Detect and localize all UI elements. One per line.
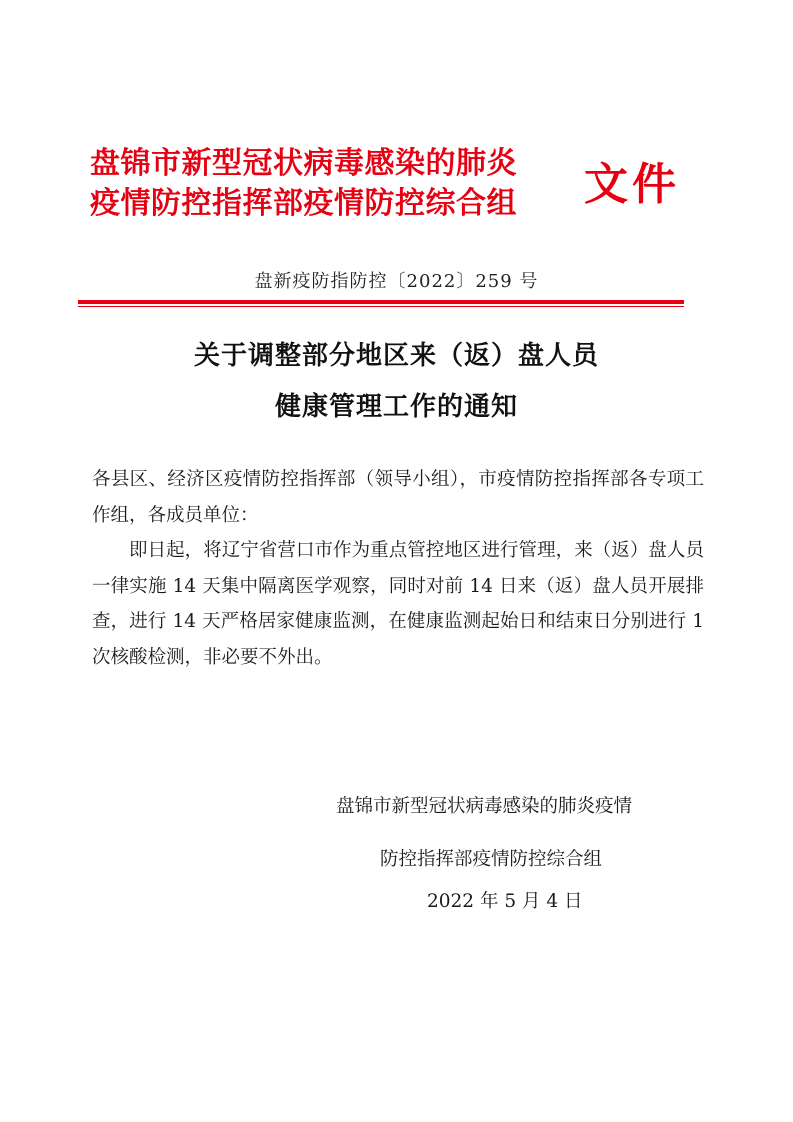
notice-title-line-2: 健康管理工作的通知 (274, 392, 518, 422)
salutation: 各县区、经济区疫情防控指挥部（领导小组），市疫情防控指挥部各专项工作组，各成员单位： (92, 469, 704, 526)
letterhead (90, 146, 690, 226)
letterhead-document-label: 文件 (584, 159, 680, 210)
signature-org-line-2: 防控指挥部疫情防控综合组 (380, 849, 603, 870)
notice-body (92, 462, 704, 675)
red-separator-thin (78, 306, 684, 307)
document-number: 盘新疫防指防控〔2022〕259 号 (254, 271, 539, 292)
letterhead-org-line-1: 盘锦市新型冠状病毒感染的肺炎 (90, 146, 517, 181)
red-separator-thick (78, 300, 684, 304)
body-paragraph: 即日起，将辽宁省营口市作为重点管控地区进行管理，来（返）盘人员一律实施 14 天集中隔离医学观察，同时对前 14 日来（返）盘人员开展排查，进行 14 天严格居家健康监测，在健康监测起始日和结束日分别进行 1 次核酸检测，非必要不外出。 (92, 540, 704, 668)
signature-date: 2022 年 5 月 4 日 (427, 891, 583, 912)
letterhead-org-line-2: 疫情防控指挥部疫情防控综合组 (90, 186, 517, 221)
signature-org-line-1: 盘锦市新型冠状病毒感染的肺炎疫情 (336, 796, 633, 817)
notice-title-line-1: 关于调整部分地区来（返）盘人员 (193, 341, 599, 371)
